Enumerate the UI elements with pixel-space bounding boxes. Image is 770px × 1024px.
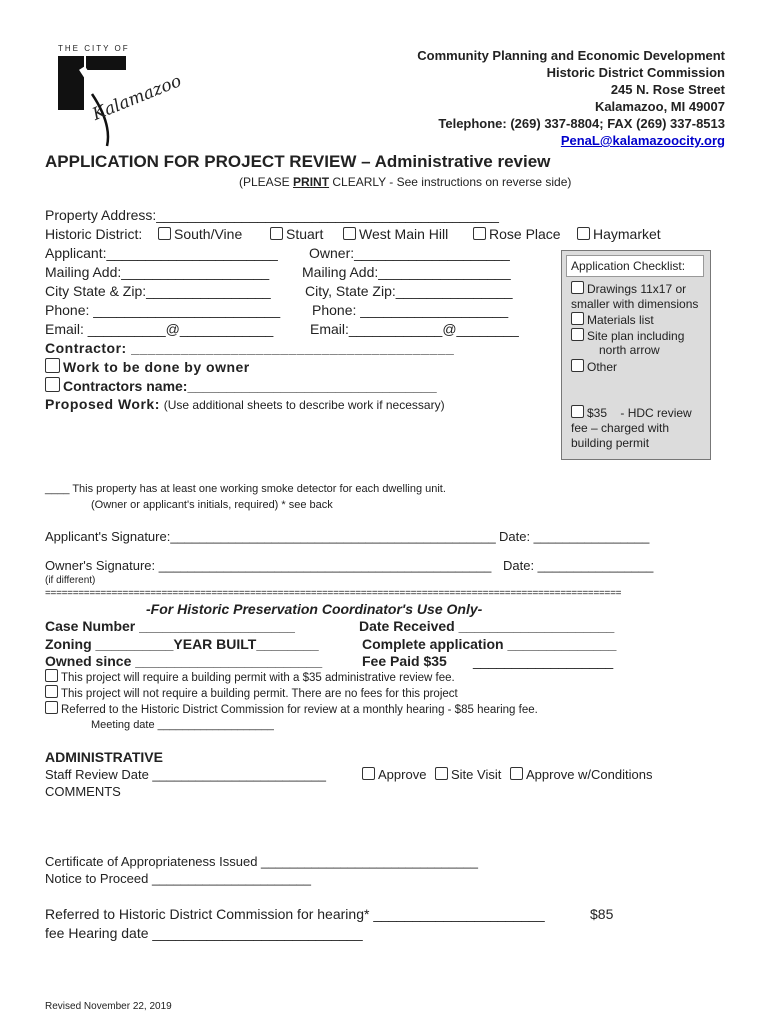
applicant-field[interactable]: Applicant:______________________ bbox=[45, 245, 278, 261]
checkbox-icon[interactable] bbox=[571, 359, 584, 372]
phone-owner[interactable]: Phone: ___________________ bbox=[312, 302, 509, 318]
option-label: This project will not require a building permit. There are no fees for this project bbox=[61, 688, 458, 700]
option-label: This project will require a building permit with a $35 administrative review fee. bbox=[61, 672, 455, 684]
checklist-item-drawings[interactable] bbox=[571, 281, 686, 298]
checklist-fee-line2: fee – charged with bbox=[571, 420, 670, 435]
coa-issued-field[interactable]: Certificate of Appropriateness Issued ______________________________ bbox=[45, 854, 478, 869]
smoke-detector-line[interactable]: ____ This property has at least one working smoke detector for each dwelling unit. bbox=[45, 483, 446, 495]
case-number-field[interactable]: Case Number ____________________ bbox=[45, 618, 295, 634]
checkbox-icon[interactable] bbox=[435, 767, 448, 780]
option-no-permit[interactable] bbox=[45, 685, 458, 702]
form-subtitle bbox=[239, 174, 571, 190]
zoning-year-built-field[interactable]: Zoning __________YEAR BUILT________ bbox=[45, 636, 319, 652]
site-visit-option[interactable] bbox=[435, 767, 501, 783]
approve-conditions-label: Approve w/Conditions bbox=[526, 767, 653, 782]
phone-applicant[interactable]: Phone: ________________________ bbox=[45, 302, 281, 318]
meeting-date-field[interactable]: Meeting date ___________________ bbox=[91, 719, 274, 731]
contractors-name-option[interactable] bbox=[45, 377, 437, 394]
district-label: Rose Place bbox=[489, 226, 561, 242]
district-label: Stuart bbox=[286, 226, 324, 242]
checklist-fee[interactable] bbox=[571, 405, 692, 422]
subtitle-post: CLEARLY - See instructions on reverse side) bbox=[329, 175, 572, 189]
district-label: South/Vine bbox=[174, 226, 243, 242]
city-logo bbox=[52, 44, 185, 144]
checkbox-icon[interactable] bbox=[45, 358, 60, 373]
checklist-item-site-plan[interactable] bbox=[571, 328, 684, 345]
checklist-label: Drawings 11x17 or bbox=[587, 282, 687, 296]
comments-label: COMMENTS bbox=[45, 784, 121, 799]
district-rose-place[interactable] bbox=[473, 226, 561, 242]
checkbox-icon[interactable] bbox=[510, 767, 523, 780]
hearing-date-field[interactable]: fee Hearing date ___________________________ bbox=[45, 925, 363, 941]
fee-paid-field[interactable]: __________________ bbox=[473, 653, 614, 669]
proposed-work bbox=[45, 396, 445, 413]
referred-hearing-field[interactable]: Referred to Historic District Commission for hearing* ______________________ bbox=[45, 906, 545, 922]
owned-since-field[interactable]: Owned since ________________________ bbox=[45, 653, 323, 669]
option-building-permit[interactable] bbox=[45, 669, 455, 686]
checklist-title: Application Checklist: bbox=[571, 259, 686, 273]
mailing-add-applicant[interactable]: Mailing Add:___________________ bbox=[45, 264, 270, 280]
owner-date-field[interactable]: Date: ________________ bbox=[503, 558, 654, 573]
subtitle-pre: (PLEASE bbox=[239, 175, 294, 189]
owner-field[interactable]: Owner:____________________ bbox=[309, 245, 510, 261]
notice-to-proceed-field[interactable]: Notice to Proceed ______________________ bbox=[45, 871, 312, 886]
checkbox-icon[interactable] bbox=[362, 767, 375, 780]
checklist-label: Other bbox=[587, 359, 618, 374]
checkbox-icon[interactable] bbox=[45, 685, 58, 698]
checklist-fee-line3: building permit bbox=[571, 436, 650, 450]
checkbox-icon[interactable] bbox=[571, 328, 584, 341]
checklist-label: Materials list bbox=[587, 313, 654, 327]
contractors-name-label: Contractors name:________________________________ bbox=[63, 378, 437, 394]
application-checklist bbox=[561, 250, 711, 460]
administrative-heading: ADMINISTRATIVE bbox=[45, 749, 163, 765]
historic-district-label: Historic District: bbox=[45, 226, 143, 242]
checklist-label: Site plan including bbox=[587, 328, 685, 343]
checklist-item-other[interactable] bbox=[571, 359, 617, 376]
referred-fee: $85 bbox=[590, 906, 614, 922]
property-address-field[interactable]: Property Address:____________________________________________ bbox=[45, 207, 499, 223]
checklist-item-dimensions: smaller with dimensions bbox=[571, 296, 699, 311]
email-owner[interactable]: Email:____________@________ bbox=[310, 321, 519, 337]
staff-review-date-field[interactable]: Staff Review Date ________________________ bbox=[45, 767, 326, 782]
header-street: 245 N. Rose Street bbox=[610, 82, 725, 97]
separator-line bbox=[45, 588, 715, 600]
header-city: Kalamazoo, MI 49007 bbox=[594, 99, 725, 114]
option-referred[interactable] bbox=[45, 701, 538, 718]
header-email-link[interactable]: PenaL@kalamazoocity.org bbox=[560, 133, 725, 148]
city-state-applicant[interactable]: City State & Zip:________________ bbox=[45, 283, 271, 299]
header-dept: Community Planning and Economic Development bbox=[417, 48, 725, 63]
checkbox-icon[interactable] bbox=[45, 669, 58, 682]
logo-city-text: THE CITY OF bbox=[58, 44, 130, 53]
if-different-note: (if different) bbox=[45, 575, 96, 586]
checklist-item-materials[interactable] bbox=[571, 312, 654, 329]
district-label: Haymarket bbox=[593, 226, 661, 242]
form-title: APPLICATION FOR PROJECT REVIEW – Administrative review bbox=[45, 152, 551, 171]
checkbox-icon[interactable] bbox=[158, 227, 171, 240]
city-state-owner[interactable]: City, State Zip:_______________ bbox=[305, 283, 513, 299]
revised-date: Revised November 22, 2019 bbox=[45, 1001, 172, 1012]
site-visit-label: Site Visit bbox=[451, 767, 502, 782]
header-commission: Historic District Commission bbox=[546, 65, 725, 80]
option-label: Referred to the Historic District Commission for review at a monthly hearing - $85 hearing fee. bbox=[61, 704, 538, 716]
district-south-vine[interactable] bbox=[158, 226, 242, 242]
checkbox-icon[interactable] bbox=[343, 227, 356, 240]
smoke-detector-note: (Owner or applicant's initials, required) * see back bbox=[91, 499, 333, 511]
checkbox-icon[interactable] bbox=[270, 227, 283, 240]
office-use-heading: -For Historic Preservation Coordinator's Use Only- bbox=[146, 601, 483, 617]
checkbox-icon[interactable] bbox=[571, 405, 584, 418]
subtitle-bold: PRINT bbox=[293, 175, 330, 189]
checkbox-icon[interactable] bbox=[577, 227, 590, 240]
checklist-fee-label: $35 - HDC review bbox=[587, 406, 692, 420]
checkbox-icon[interactable] bbox=[473, 227, 486, 240]
approve-label: Approve bbox=[378, 767, 427, 782]
district-stuart[interactable] bbox=[270, 226, 323, 242]
work-by-owner-label: Work to be done by owner bbox=[63, 359, 250, 375]
approve-option[interactable] bbox=[362, 767, 426, 783]
separator-text: ======================================================================================================== bbox=[45, 588, 622, 599]
district-label: West Main Hill bbox=[359, 226, 449, 242]
checklist-item-north-arrow: north arrow bbox=[599, 343, 660, 357]
applicant-signature-field[interactable]: Applicant's Signature:_____________________________________________ bbox=[45, 529, 496, 544]
header-phone: Telephone: (269) 337-8804; FAX (269) 337-8513 bbox=[438, 116, 725, 131]
approve-conditions-option[interactable] bbox=[510, 767, 652, 783]
owner-signature-field[interactable]: Owner's Signature: ______________________________________________ bbox=[45, 558, 492, 573]
checkbox-icon[interactable] bbox=[45, 377, 60, 392]
email-applicant[interactable]: Email: __________@____________ bbox=[45, 321, 274, 337]
proposed-work-label: Proposed Work: bbox=[45, 396, 160, 412]
applicant-date-field[interactable]: Date: ________________ bbox=[499, 529, 650, 544]
fee-paid-label: Fee Paid $35 bbox=[362, 653, 447, 669]
district-haymarket[interactable] bbox=[577, 226, 661, 242]
contractor-field[interactable]: Contractor: _______________________________________ bbox=[45, 340, 455, 356]
checkbox-icon[interactable] bbox=[571, 312, 584, 325]
mailing-add-owner[interactable]: Mailing Add:_________________ bbox=[302, 264, 511, 280]
checkbox-icon[interactable] bbox=[45, 701, 58, 714]
district-west-main-hill[interactable] bbox=[343, 226, 448, 242]
logo-script: Kalamazoo bbox=[89, 71, 185, 125]
complete-application-field[interactable]: Complete application ______________ bbox=[362, 636, 617, 652]
proposed-work-note: (Use additional sheets to describe work if necessary) bbox=[163, 398, 445, 412]
work-by-owner-option[interactable] bbox=[45, 358, 250, 375]
checkbox-icon[interactable] bbox=[571, 281, 584, 294]
date-received-field[interactable]: Date Received ____________________ bbox=[359, 618, 615, 634]
